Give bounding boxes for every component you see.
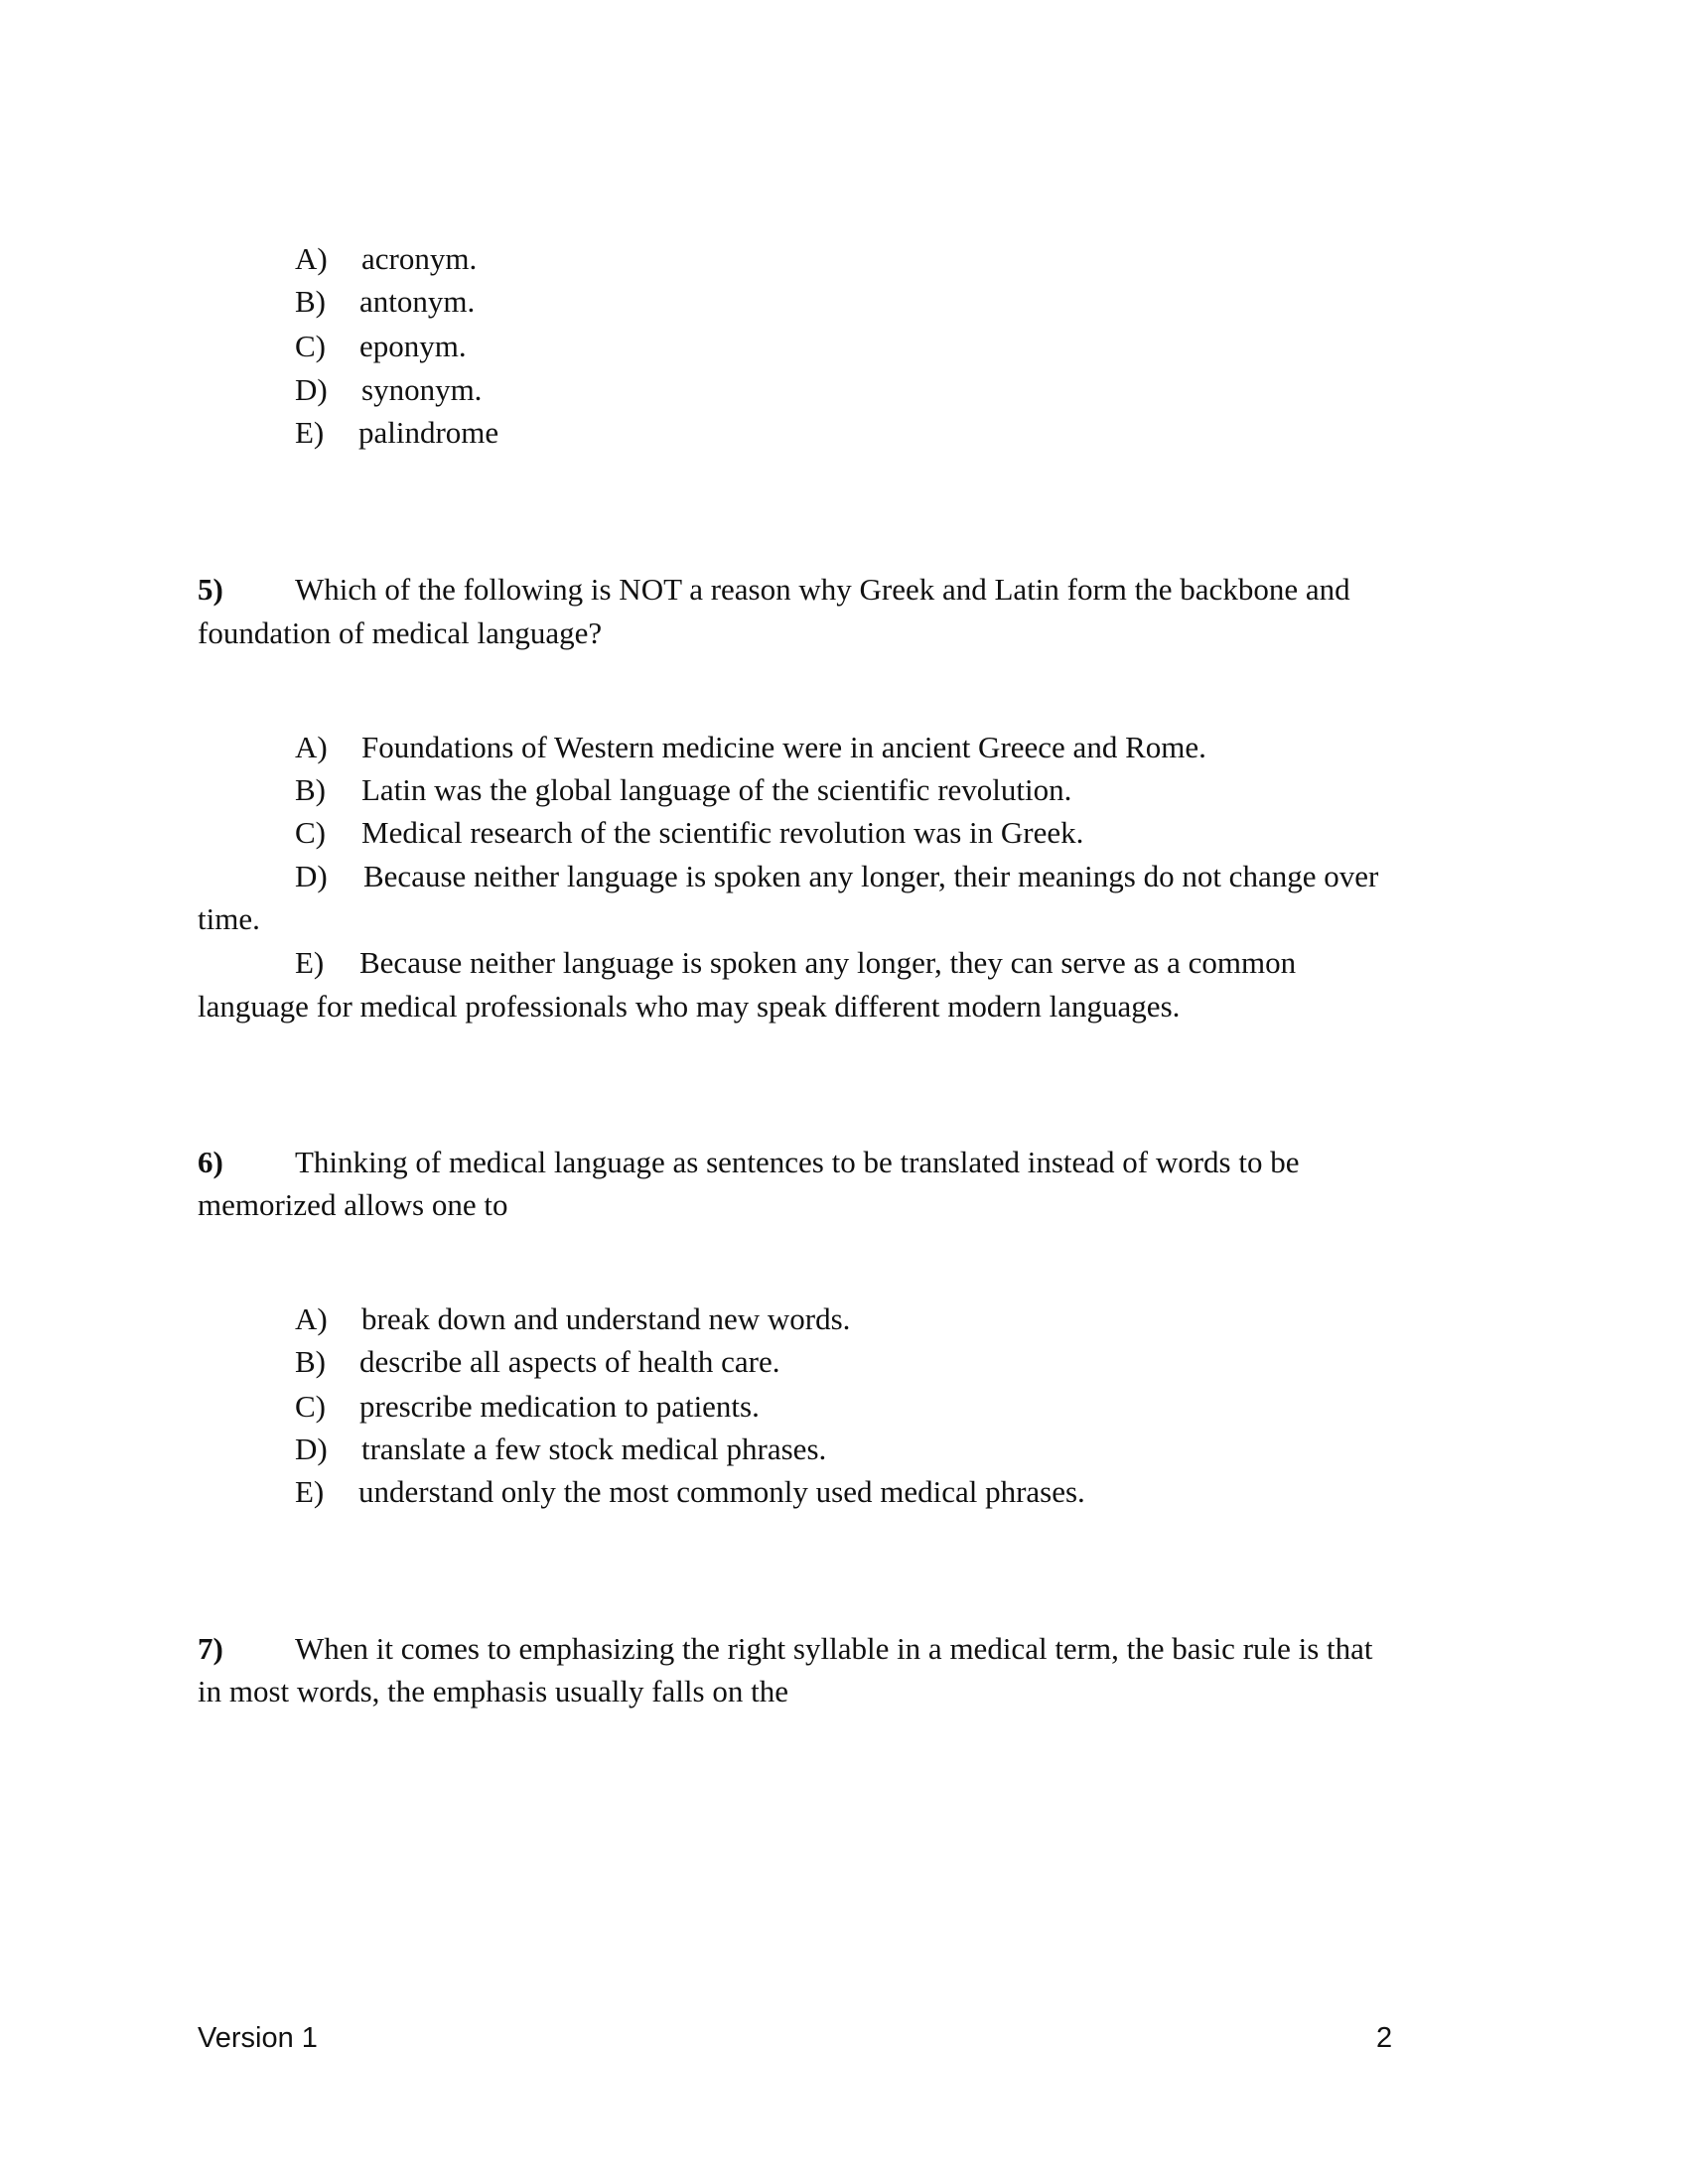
q4-option-d: D) [295, 372, 328, 407]
q4-option-a: A) [295, 241, 328, 276]
q7-stem-line1: When it comes to emphasizing the right syllable in a medical term, the basic rule is that [295, 1631, 1373, 1666]
q4-option-e-text: palindrome [358, 415, 499, 450]
q5-option-b-text: Latin was the global language of the scientific revolution. [361, 772, 1072, 807]
q6-option-b: B) [295, 1344, 326, 1379]
q7-stem-line2: in most words, the emphasis usually falls on the [198, 1674, 788, 1708]
q5-option-e-text-cont: language for medical professionals who may speak different modern languages. [198, 989, 1181, 1024]
q4-option-b: B) [295, 284, 326, 319]
q4-option-b-text: antonym. [359, 284, 476, 319]
q5-option-c-text: Medical research of the scientific revolution was in Greek. [361, 815, 1084, 850]
q4-option-c: C) [295, 329, 326, 363]
footer-version: Version 1 [198, 2022, 318, 2054]
q7-number: 7) [198, 1631, 223, 1666]
q5-number: 5) [198, 572, 223, 607]
q5-option-a: A) [295, 730, 328, 764]
q5-option-e-text: Because neither language is spoken any longer, they can serve as a common [359, 945, 1297, 980]
q6-option-a: A) [295, 1301, 328, 1336]
q6-option-a-text: break down and understand new words. [361, 1301, 851, 1336]
q6-option-c-text: prescribe medication to patients. [359, 1389, 760, 1424]
q4-option-d-text: synonym. [361, 372, 483, 407]
q5-option-d-text-cont: time. [198, 901, 260, 936]
q6-option-c: C) [295, 1389, 326, 1424]
q6-option-d-text: translate a few stock medical phrases. [361, 1432, 827, 1466]
q4-option-a-text: acronym. [361, 241, 478, 276]
q5-option-c: C) [295, 815, 326, 850]
q6-stem-line2: memorized allows one to [198, 1187, 508, 1222]
q6-option-d: D) [295, 1432, 328, 1466]
q5-stem-line1: Which of the following is NOT a reason why Greek and Latin form the backbone and [295, 572, 1350, 607]
q6-option-e: E) [295, 1474, 325, 1509]
q5-option-a-text: Foundations of Western medicine were in ancient Greece and Rome. [361, 730, 1206, 764]
q6-option-e-text: understand only the most commonly used medical phrases. [358, 1474, 1085, 1509]
q4-option-c-text: eponym. [359, 329, 467, 363]
q5-option-d-text: Because neither language is spoken any longer, their meanings do not change over [363, 859, 1379, 893]
q6-option-b-text: describe all aspects of health care. [359, 1344, 780, 1379]
q6-number: 6) [198, 1145, 223, 1179]
q5-option-d: D) [295, 859, 328, 893]
q5-option-b: B) [295, 772, 326, 807]
q5-stem-line2: foundation of medical language? [198, 615, 603, 650]
q4-option-e: E) [295, 415, 325, 450]
footer-page-number: 2 [1376, 2022, 1393, 2054]
q6-stem-line1: Thinking of medical language as sentences to be translated instead of words to be [295, 1145, 1300, 1179]
q5-option-e: E) [295, 945, 325, 980]
